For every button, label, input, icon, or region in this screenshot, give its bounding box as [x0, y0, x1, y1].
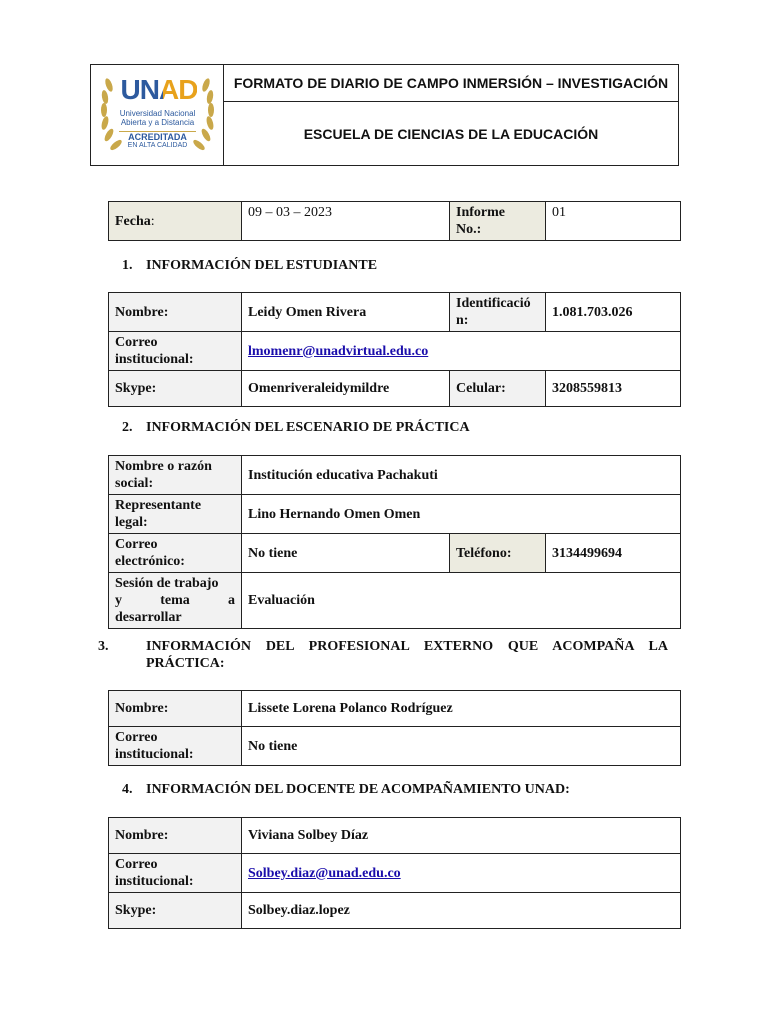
student-skype: Omenriveraleidymildre [242, 371, 450, 407]
scenario-razon: Institución educativa Pachakuti [242, 456, 681, 495]
section-2-heading: 2. INFORMACIÓN DEL ESCENARIO DE PRÁCTICA [122, 420, 470, 435]
teacher-nombre: Viviana Solbey Díaz [242, 818, 681, 854]
scenario-correo-label: Correo electrónico: [109, 534, 242, 573]
teacher-correo-label: Correo institucional: [109, 854, 242, 893]
student-nombre: Leidy Omen Rivera [242, 293, 450, 332]
student-celular-label: Celular: [450, 371, 546, 407]
external-nombre: Lissete Lorena Polanco Rodríguez [242, 691, 681, 727]
external-nombre-label: Nombre: [109, 691, 242, 727]
teacher-table [108, 817, 681, 929]
student-id-label: Identificació n: [450, 293, 546, 332]
document-title: FORMATO DE DIARIO DE CAMPO INMERSIÓN – INVESTIGACIÓN [224, 65, 678, 102]
external-correo-label: Correo institucional: [109, 727, 242, 766]
external-table [108, 690, 681, 766]
unad-logo [91, 65, 224, 165]
section-1-heading: 1. INFORMACIÓN DEL ESTUDIANTE [122, 258, 378, 273]
section-3-heading: 3. INFORMACIÓN DEL PROFESIONAL EXTERNO QUE ACOMPAÑA LA PRÁCTICA: [98, 639, 668, 671]
teacher-email-link[interactable]: Solbey.diaz@unad.edu.co [248, 865, 401, 881]
scenario-rep-label: Representante legal: [109, 495, 242, 534]
logo-brand: UNAD [120, 74, 198, 105]
student-id: 1.081.703.026 [546, 293, 681, 332]
document-header [90, 64, 679, 166]
scenario-sesion-label: Sesión de trabajo y tema a desarrollar [109, 573, 242, 629]
student-correo-label: Correo institucional: [109, 332, 242, 371]
student-skype-label: Skype: [109, 371, 242, 407]
scenario-razon-label: Nombre o razón social: [109, 456, 242, 495]
logo-badge-sub: EN ALTA CALIDAD [127, 142, 188, 149]
teacher-correo-cell [242, 854, 681, 893]
report-info-table [108, 201, 681, 241]
logo-badge: ACREDITADA [119, 131, 196, 142]
student-correo-cell [242, 332, 681, 371]
student-celular: 3208559813 [546, 371, 681, 407]
section-4-heading: 4. INFORMACIÓN DEL DOCENTE DE ACOMPAÑAMIENTO UNAD: [122, 782, 570, 797]
fecha-label: Fecha: [109, 202, 242, 241]
teacher-nombre-label: Nombre: [109, 818, 242, 854]
student-table [108, 292, 681, 407]
external-correo: No tiene [242, 727, 681, 766]
scenario-table [108, 455, 681, 629]
student-email-link[interactable]: lmomenr@unadvirtual.edu.co [248, 343, 429, 359]
student-nombre-label: Nombre: [109, 293, 242, 332]
scenario-tel-label: Teléfono: [450, 534, 546, 573]
scenario-sesion: Evaluación [242, 573, 681, 629]
school-name: ESCUELA DE CIENCIAS DE LA EDUCACIÓN [303, 125, 599, 142]
scenario-rep: Lino Hernando Omen Omen [242, 495, 681, 534]
logo-line1: Universidad Nacional [119, 109, 196, 118]
logo-line2: Abierta y a Distancia [120, 118, 195, 127]
scenario-correo: No tiene [242, 534, 450, 573]
scenario-tel: 3134499694 [546, 534, 681, 573]
informe-label: Informe No.: [450, 202, 546, 241]
teacher-skype-label: Skype: [109, 893, 242, 929]
informe-value: 01 [546, 202, 681, 241]
fecha-value: 09 – 03 – 2023 [242, 202, 450, 241]
teacher-skype: Solbey.diaz.lopez [242, 893, 681, 929]
